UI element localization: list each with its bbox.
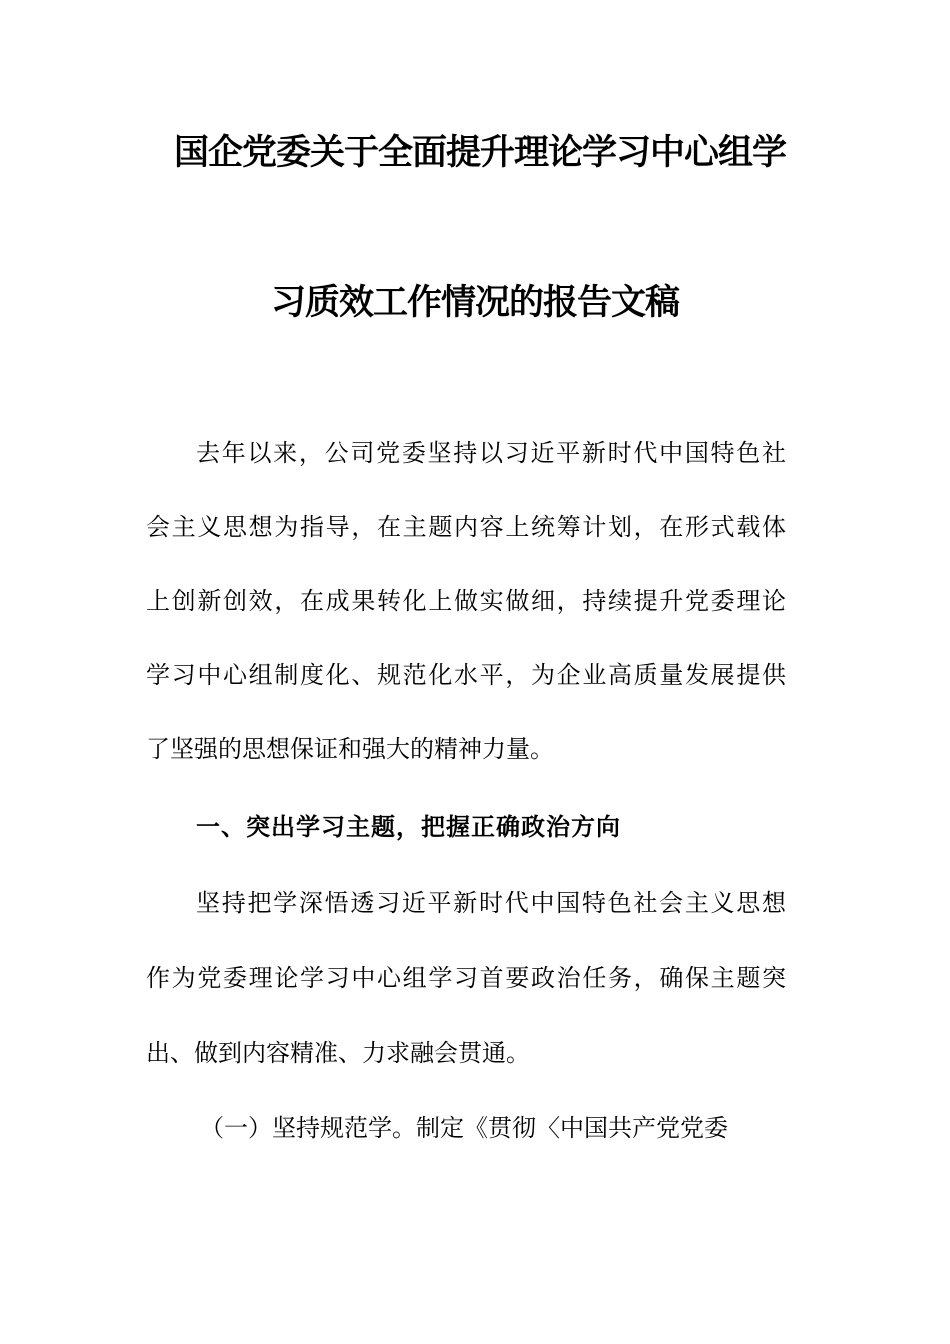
- document-title-line-1: 国企党委关于全面提升理论学习中心组学: [173, 133, 786, 173]
- paragraph-1-line-4: 学习中心组制度化、规范化水平，为企业高质量发展提供: [146, 661, 786, 689]
- paragraph-1-line-1: 去年以来，公司党委坚持以习近平新时代中国特色社: [196, 439, 786, 467]
- paragraph-1-line-5: 了坚强的思想保证和强大的精神力量。: [146, 735, 554, 763]
- paragraph-1-line-2: 会主义思想为指导，在主题内容上统筹计划，在形式载体: [146, 513, 786, 541]
- paragraph-2-line-1: 坚持把学深悟透习近平新时代中国特色社会主义思想: [196, 889, 786, 917]
- paragraph-2-line-2: 作为党委理论学习中心组学习首要政治任务，确保主题突: [146, 964, 786, 992]
- paragraph-1-line-3: 上创新创效，在成果转化上做实做细，持续提升党委理论: [146, 587, 786, 615]
- document-title-line-2: 习质效工作情况的报告文稿: [270, 283, 679, 323]
- paragraph-2-line-3: 出、做到内容精准、力求融会贯通。: [146, 1039, 530, 1067]
- section-1-heading: 一、突出学习主题，把握正确政治方向: [196, 813, 621, 841]
- paragraph-3-line-1: （一）坚持规范学。制定《贯彻〈中国共产党党委: [200, 1114, 728, 1142]
